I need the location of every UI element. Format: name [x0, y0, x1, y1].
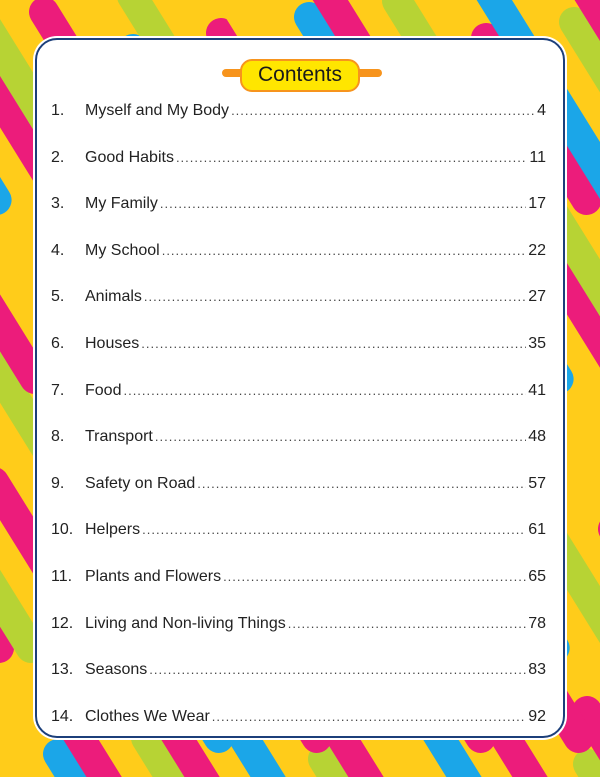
toc-entry-number: 4.	[51, 241, 65, 259]
toc-entry-number: 10.	[51, 521, 74, 539]
toc-entry-title: Clothes We Wear	[85, 707, 210, 725]
toc-entry-title: My School	[85, 241, 160, 259]
toc-entry-page: 11	[529, 148, 546, 166]
toc-entry-page: 48	[528, 428, 546, 446]
toc-entry-number: 13.	[51, 661, 74, 679]
dot-leader	[288, 601, 526, 648]
toc-entry-number: 11.	[51, 567, 73, 585]
dot-leader	[231, 88, 535, 135]
toc-entry-page: 57	[528, 474, 546, 492]
toc-entry[interactable]	[51, 507, 546, 554]
toc-entry-page: 61	[528, 521, 546, 539]
toc-entry[interactable]	[51, 228, 546, 275]
toc-entry-title: Safety on Road	[85, 474, 196, 492]
toc-entry-title: Animals	[85, 288, 142, 306]
toc-entry-title: Good Habits	[85, 148, 174, 166]
toc-entry-title: Transport	[85, 428, 153, 446]
toc-entry-title: Helpers	[85, 521, 141, 539]
toc-entry-number: 8.	[51, 428, 65, 446]
toc-entry[interactable]	[51, 694, 546, 741]
toc-entry-title: Plants and Flowers	[85, 567, 222, 585]
dot-leader	[212, 694, 526, 741]
page-title: Contents	[240, 59, 360, 92]
toc-entry[interactable]	[51, 554, 546, 601]
toc-entry[interactable]	[51, 461, 546, 508]
toc-entry-title: Food	[85, 381, 122, 399]
toc-entry[interactable]	[51, 274, 546, 321]
dot-leader	[123, 368, 526, 415]
toc-entry-number: 2.	[51, 148, 65, 166]
dot-leader	[160, 181, 526, 228]
toc-entry-title: Seasons	[85, 661, 148, 679]
toc-entry-page: 27	[528, 288, 546, 306]
toc-entry-page: 92	[528, 707, 546, 725]
dot-leader	[142, 507, 526, 554]
toc-entry-number: 3.	[51, 195, 65, 213]
toc-entry-number: 9.	[51, 474, 65, 492]
toc-entry-number: 6.	[51, 334, 65, 352]
toc-entry-number: 14.	[51, 707, 74, 725]
toc-entry-page: 83	[528, 661, 546, 679]
toc-entry[interactable]	[51, 368, 546, 415]
toc-entry-page: 41	[528, 381, 546, 399]
dot-leader	[176, 135, 527, 182]
toc-entry[interactable]	[51, 647, 546, 694]
toc-entry-number: 7.	[51, 381, 65, 399]
dot-leader	[149, 647, 526, 694]
toc-entry[interactable]	[51, 414, 546, 461]
table-of-contents	[51, 88, 546, 740]
toc-entry[interactable]	[51, 135, 546, 182]
toc-entry-page: 78	[528, 614, 546, 632]
toc-entry-number: 5.	[51, 288, 65, 306]
toc-entry-page: 22	[528, 241, 546, 259]
toc-entry-title: Houses	[85, 334, 140, 352]
toc-entry-title: My Family	[85, 195, 158, 213]
dot-leader	[141, 321, 526, 368]
toc-entry[interactable]	[51, 88, 546, 135]
toc-entry[interactable]	[51, 181, 546, 228]
toc-entry-page: 35	[528, 334, 546, 352]
contents-card	[35, 38, 565, 738]
dot-leader	[155, 414, 526, 461]
toc-entry[interactable]	[51, 601, 546, 648]
dot-leader	[197, 461, 526, 508]
toc-entry-number: 1.	[51, 102, 65, 119]
background-stripe	[588, 764, 600, 777]
dot-leader	[223, 554, 526, 601]
toc-entry-title: Living and Non-living Things	[85, 614, 286, 632]
dot-leader	[162, 228, 527, 275]
toc-entry-number: 12.	[51, 614, 74, 632]
toc-entry[interactable]	[51, 321, 546, 368]
dot-leader	[144, 274, 526, 321]
toc-entry-title: Myself and My Body	[85, 102, 230, 119]
toc-entry-page: 4	[537, 102, 546, 119]
toc-entry-page: 65	[528, 567, 546, 585]
toc-entry-page: 17	[528, 195, 546, 213]
